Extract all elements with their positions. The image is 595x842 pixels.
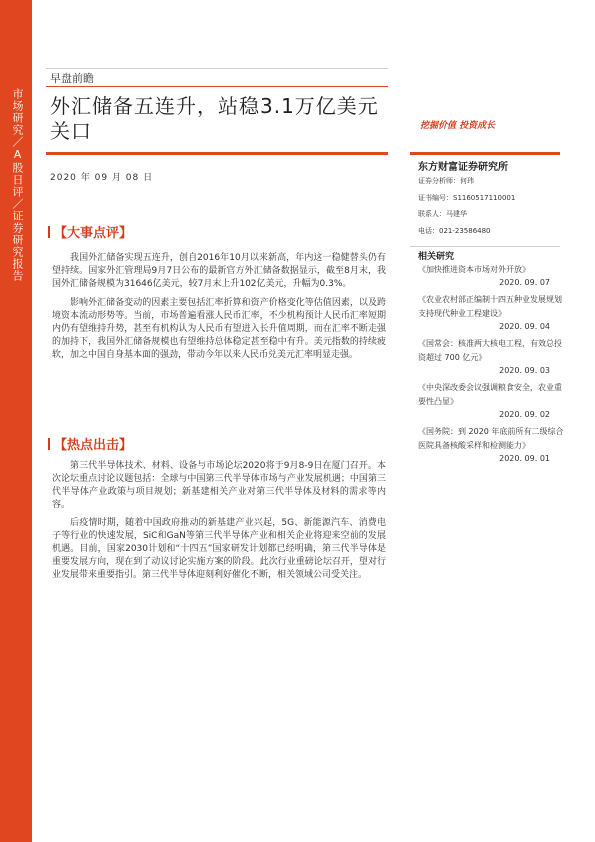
paragraph: 我国外汇储备实现五连升，创自2016年10月以来新高，年内这一稳健替头仍有望持续。国家外汇管理局9月7日公布的最新官方外汇储备数据显示，截至8月末，我国外汇储备规模为31646亿美元，较7月末上升102亿美元，升幅为0.3%。 — [52, 253, 386, 289]
section-heading-text: 热点出击 — [67, 438, 120, 453]
paragraph: 影响外汇储备变动的因素主要包括汇率折算和资产价格变化等估值因素，以及跨境资本流动形势等。当前，市场普遍看涨人民币汇率，不少机构预计人民币汇率短期内仍有望维持升势，甚至有机构认为人民币有望进入长升值周期，而在汇率不断走强的加持下，我国外汇储备规模也有望维持总体稳定甚至稳中有升。美元指数的持续疲软，加之中国自身基本面的强劲，带动今年以来人民币兑美元汇率明显走强。 — [52, 298, 386, 360]
list-item[interactable] — [418, 381, 564, 421]
related-title: 《国常会：核准两大核电工程，有效总投资超过 700 亿元》 — [418, 339, 562, 362]
related-title: 《加快推进资本市场对外开放》 — [418, 265, 530, 274]
section-heading-hotspot: 【热点出击】 — [48, 434, 132, 453]
related-heading: 相关研究 — [418, 252, 455, 262]
phone-number: 电话：021-23586480 — [418, 227, 491, 235]
analyst-name: 证券分析师：何玮 — [418, 177, 474, 185]
section-heading-events: 【大事点评】 — [48, 222, 132, 241]
paragraph: 后疫情时期，随着中国政府推动的新基建产业兴起，5G、新能源汽车、消费电子等行业的快速发展，SiC和GaN等第三代半导体产业和相关企业将迎来空前的发展机遇。目前，国家2030计划和“十四五”国家研发计划都已经明确，第三代半导体是重要发展方向，现在到了动议讨论实施方案的阶段。此次行业重磅论坛召开，望对行业发展带来重要指引。第三代半导体迎刻利好催化不断，相关领域公司受关注。 — [52, 518, 386, 580]
list-item[interactable] — [418, 263, 564, 289]
related-list — [418, 263, 564, 469]
sidebar-label: 市场研究／A股日评／证券研究报告 — [11, 88, 24, 282]
report-category: 早盘前瞻 — [50, 72, 94, 85]
page-title: 外汇储备五连升，站稳3.1万亿美元关口 — [50, 94, 379, 143]
category-divider — [46, 86, 388, 87]
related-date: 2020. 09. 02 — [499, 410, 550, 419]
related-title: 《农业农村部正编制十四五种业发展规划 支持现代种业工程建设》 — [418, 295, 562, 318]
contact-person: 联系人：马建华 — [418, 210, 467, 218]
section-heading-text: 大事点评 — [67, 226, 120, 241]
related-divider — [410, 246, 560, 247]
firm-name: 东方财富证券研究所 — [418, 162, 508, 173]
top-divider — [46, 68, 388, 69]
title-divider — [46, 152, 388, 155]
related-date: 2020. 09. 01 — [499, 454, 550, 463]
paragraph: 第三代半导体技术、材料、设备与市场论坛2020将于9月8-9日在厦门召开。本次论坛重点讨论议题包括：全球与中国第三代半导体市场与产业发展机遇；中国第三代半导体产业政策与项目规划；新基建相关产业对第三代半导体及材料的需求等内容。 — [52, 461, 386, 510]
related-date: 2020. 09. 07 — [499, 278, 550, 287]
right-divider — [410, 152, 560, 155]
list-item[interactable] — [418, 425, 564, 465]
related-title: 《中央深改委会议强调粮食安全，农业重要性凸显》 — [418, 383, 562, 406]
related-date: 2020. 09. 04 — [499, 322, 550, 331]
related-date: 2020. 09. 03 — [499, 366, 550, 375]
sidebar — [0, 0, 32, 842]
list-item[interactable] — [418, 293, 564, 333]
slogan: 挖掘价值 投资成长 — [420, 121, 496, 131]
certificate-number: 证书编号：S1160517110001 — [418, 194, 516, 202]
list-item[interactable] — [418, 337, 564, 377]
report-date: 2020 年 09 月 08 日 — [50, 173, 154, 183]
related-title: 《国务院：到 2020 年底前所有二级综合医院具备核酸采样和检测能力》 — [418, 427, 564, 450]
